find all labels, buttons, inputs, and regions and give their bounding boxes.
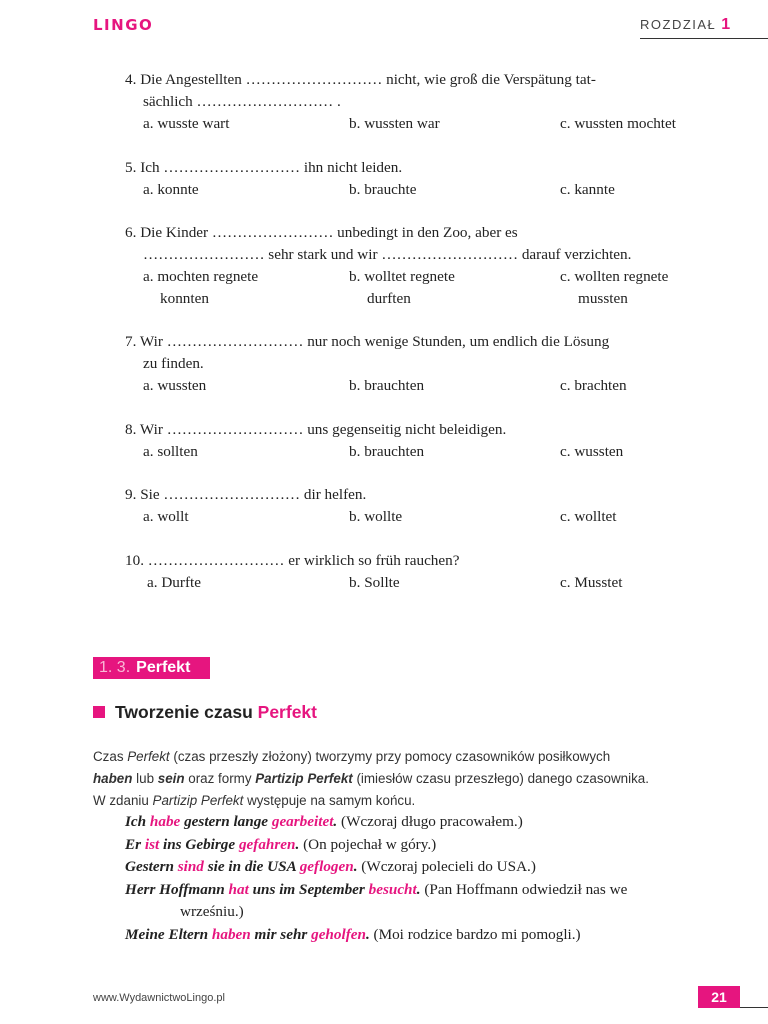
auxiliary-verb: sind bbox=[177, 858, 204, 875]
exercise-number: 6. bbox=[125, 224, 137, 241]
option-b: b. brauchten bbox=[349, 443, 425, 460]
exercise-text: Ich ……………………… ihn nicht leiden. bbox=[140, 159, 403, 176]
translation: (Wczoraj długo pracowałem.) bbox=[337, 813, 523, 830]
option-b-second: durften bbox=[367, 290, 411, 307]
option-a: a. Durfte bbox=[147, 574, 201, 591]
exercise-4 bbox=[125, 69, 745, 135]
subsection-text: Tworzenie czasu bbox=[115, 702, 253, 722]
example-sentence bbox=[125, 879, 745, 902]
example-sentence bbox=[125, 811, 745, 834]
text: lub bbox=[132, 771, 158, 786]
section-header bbox=[93, 657, 210, 679]
exercise-text: Sie ……………………… dir helfen. bbox=[140, 486, 367, 503]
auxiliary-verb: habe bbox=[149, 813, 181, 830]
text: występuje na samym końcu. bbox=[243, 793, 416, 808]
square-bullet-icon bbox=[93, 706, 105, 718]
participle: geflogen bbox=[299, 858, 354, 875]
option-a: a. mochten regnete bbox=[143, 268, 259, 285]
exercise-7 bbox=[125, 331, 745, 397]
text: ins Gebirge bbox=[159, 835, 239, 853]
text: . bbox=[353, 858, 358, 875]
term: Perfekt bbox=[127, 749, 170, 764]
participle: geholfen bbox=[311, 925, 366, 943]
example-sentence bbox=[125, 924, 745, 947]
text: . bbox=[365, 925, 370, 943]
translation: (Moi rodzice bardzo mi pomogli.) bbox=[369, 925, 581, 943]
option-b: b. Sollte bbox=[349, 574, 400, 591]
subsection-title bbox=[93, 702, 317, 723]
exercise-number: 5. bbox=[125, 159, 137, 176]
exercise-number: 7. bbox=[125, 333, 137, 350]
option-c: c. wollten regnete bbox=[560, 268, 669, 285]
text: . bbox=[416, 880, 421, 898]
exercise-text: Die Kinder …………………… unbedingt in den Zoo, aber es bbox=[140, 224, 518, 241]
example-sentence bbox=[125, 856, 745, 879]
exercise-5 bbox=[125, 157, 745, 201]
text: W zdaniu bbox=[93, 793, 153, 808]
chapter-label: ROZDZIAŁ bbox=[640, 17, 717, 32]
text: mir sehr bbox=[250, 925, 312, 943]
option-a: a. konnte bbox=[143, 181, 199, 198]
publisher-url[interactable]: www.WydawnictwoLingo.pl bbox=[93, 992, 225, 1004]
translation: (Wczoraj polecieli do USA.) bbox=[357, 858, 536, 875]
section-number: 1. 3. bbox=[99, 659, 131, 676]
option-b: b. brauchte bbox=[349, 181, 417, 198]
exercise-8 bbox=[125, 419, 745, 463]
option-c-second: mussten bbox=[578, 290, 628, 307]
page-number: 21 bbox=[698, 986, 740, 1008]
text: Gestern bbox=[125, 858, 178, 875]
option-c: c. kannte bbox=[560, 181, 615, 198]
term: haben bbox=[93, 771, 133, 786]
text: . bbox=[295, 835, 300, 853]
translation: (Pan Hoffmann odwiedził nas we bbox=[420, 880, 628, 898]
exercise-text-cont: sächlich ……………………… . bbox=[143, 93, 341, 110]
option-a-second: konnten bbox=[160, 290, 209, 307]
auxiliary-verb: hat bbox=[228, 880, 249, 898]
intro-paragraph bbox=[93, 746, 733, 812]
option-b: b. wolltet regnete bbox=[349, 268, 455, 285]
exercise-text: Wir ……………………… nur noch wenige Stunden, um endlich die Lösung bbox=[139, 333, 610, 350]
text: . bbox=[333, 813, 338, 830]
footer-rule bbox=[740, 1007, 768, 1008]
subsection-highlight: Perfekt bbox=[257, 702, 317, 722]
participle: besucht bbox=[368, 880, 417, 898]
text: Meine Eltern bbox=[125, 925, 212, 943]
chapter-header bbox=[640, 16, 768, 39]
exercise-number: 10. bbox=[125, 552, 144, 569]
option-b: b. wussten war bbox=[349, 115, 440, 132]
exercise-text: ……………………… er wirklich so früh rauchen? bbox=[147, 552, 460, 569]
option-c: c. wolltet bbox=[560, 508, 617, 525]
exercise-number: 9. bbox=[125, 486, 137, 503]
term: Partizip Perfekt bbox=[255, 771, 353, 786]
exercise-10 bbox=[125, 550, 745, 594]
text: sie in die USA bbox=[203, 858, 300, 875]
option-c: c. wussten mochtet bbox=[560, 115, 676, 132]
examples-list bbox=[125, 811, 745, 946]
lingo-logo: LINGO bbox=[93, 16, 154, 34]
option-b: b. brauchten bbox=[349, 377, 425, 394]
text: oraz formy bbox=[184, 771, 256, 786]
exercise-9 bbox=[125, 484, 745, 528]
exercise-text-cont: …………………… sehr stark und wir ……………………… darauf verzichten. bbox=[143, 246, 632, 263]
option-a: a. sollten bbox=[143, 443, 198, 460]
option-a: a. wusste wart bbox=[143, 115, 230, 132]
participle: gearbeitet bbox=[271, 813, 334, 830]
text: Ich bbox=[125, 813, 150, 830]
option-b: b. wollte bbox=[349, 508, 403, 525]
text: Czas bbox=[93, 749, 128, 764]
exercise-text-cont: zu finden. bbox=[143, 355, 204, 372]
translation: (On pojechał w góry.) bbox=[299, 835, 437, 853]
exercise-number: 4. bbox=[125, 71, 137, 88]
text: (imiesłów czasu przeszłego) danego czasownika. bbox=[352, 771, 649, 786]
text: Er bbox=[125, 835, 145, 853]
text: (czas przeszły złożony) tworzymy przy pomocy czasowników posiłkowych bbox=[169, 749, 611, 764]
option-c: c. Musstet bbox=[560, 574, 623, 591]
text: Herr Hoffmann bbox=[125, 880, 229, 898]
option-c: c. brachten bbox=[560, 377, 627, 394]
option-a: a. wussten bbox=[143, 377, 207, 394]
exercise-6 bbox=[125, 222, 745, 310]
section-title: Perfekt bbox=[136, 659, 191, 676]
term: Partizip Perfekt bbox=[152, 793, 244, 808]
example-sentence bbox=[125, 834, 745, 857]
text: uns im September bbox=[248, 880, 369, 898]
term: sein bbox=[157, 771, 185, 786]
option-c: c. wussten bbox=[560, 443, 624, 460]
participle: gefahren bbox=[238, 835, 296, 853]
option-a: a. wollt bbox=[143, 508, 189, 525]
exercise-number: 8. bbox=[125, 421, 137, 438]
text: gestern lange bbox=[180, 813, 272, 830]
exercise-text: Wir ……………………… uns gegenseitig nicht beleidigen. bbox=[139, 421, 507, 438]
auxiliary-verb: haben bbox=[211, 925, 251, 943]
translation-cont: wrześniu.) bbox=[180, 903, 244, 920]
auxiliary-verb: ist bbox=[144, 835, 160, 853]
chapter-number: 1 bbox=[721, 16, 731, 33]
exercise-text: Die Angestellten ……………………… nicht, wie groß die Verspätung tat- bbox=[140, 71, 596, 88]
